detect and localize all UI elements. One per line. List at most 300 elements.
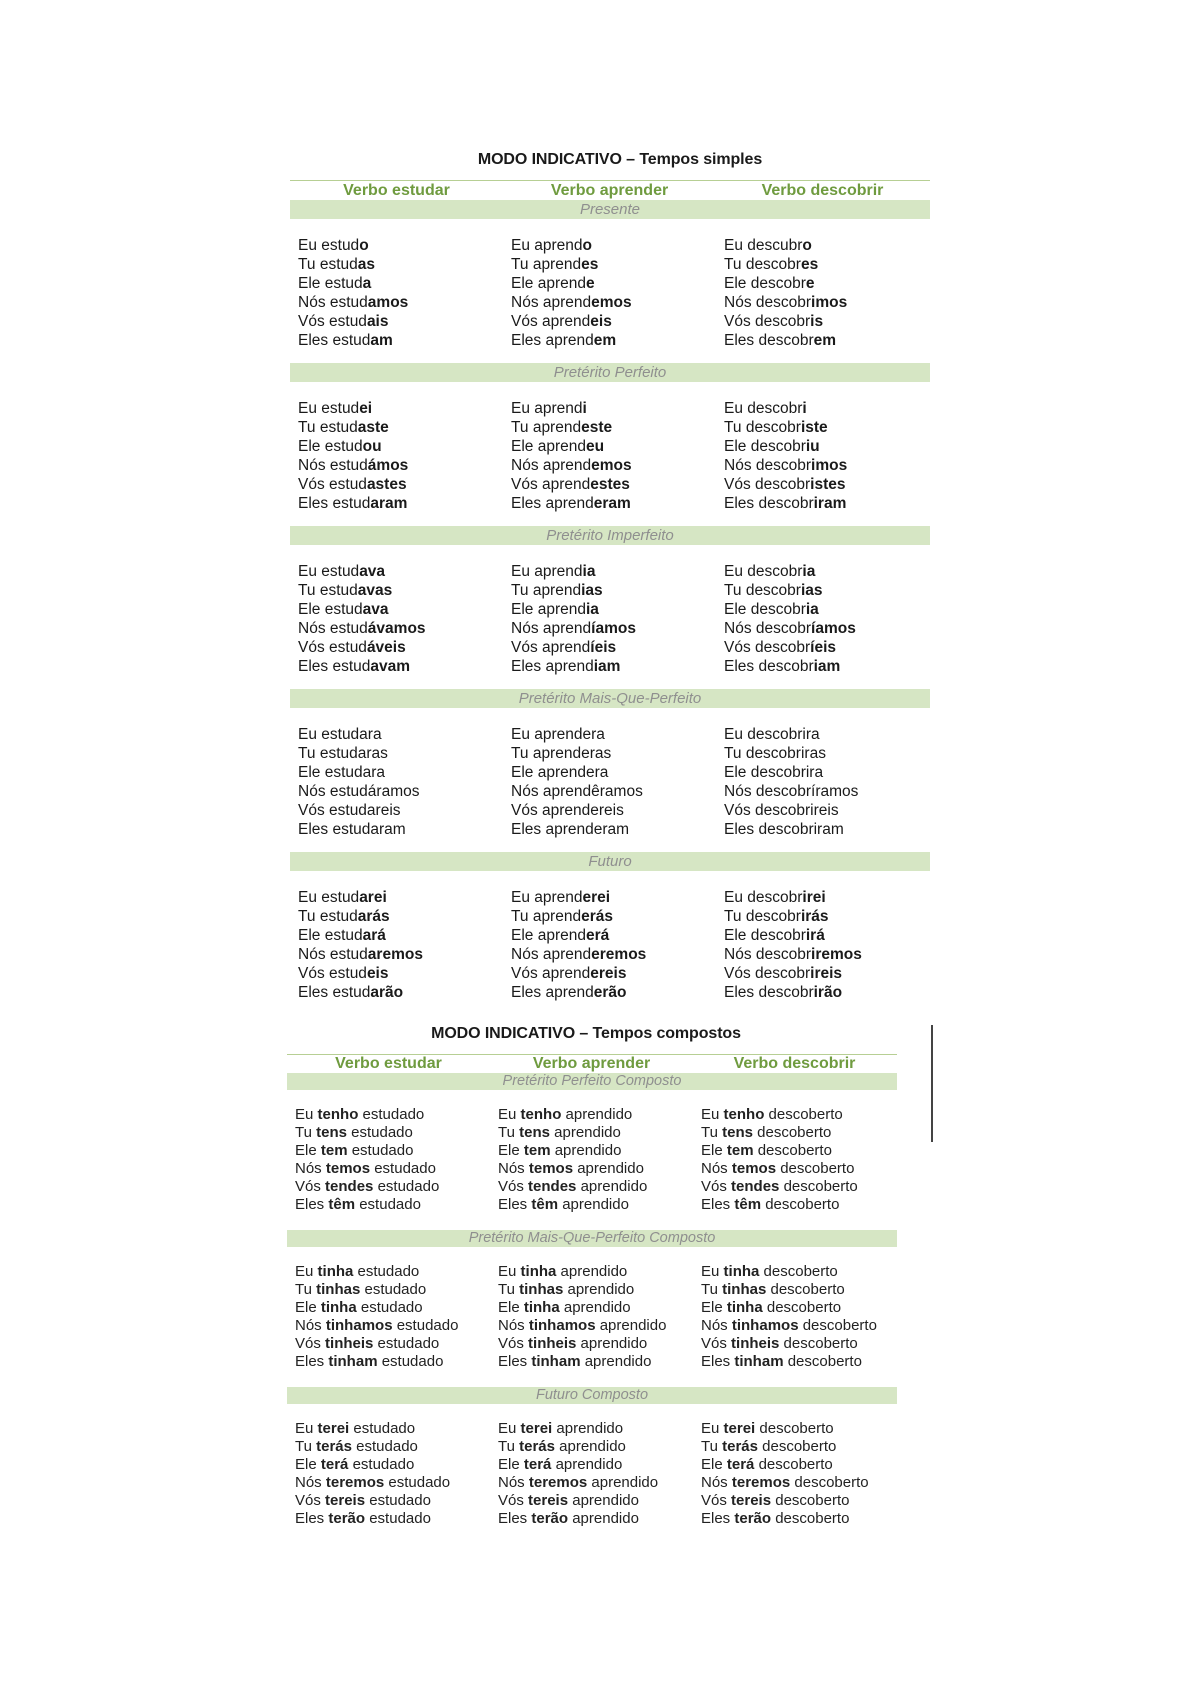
pronoun: Vós — [498, 1335, 524, 1352]
conjugation-line — [498, 1106, 693, 1124]
verb-stem: Eles descobr — [724, 332, 814, 349]
auxiliary-verb: tem — [320, 1142, 348, 1159]
conjugation-line — [511, 888, 716, 907]
auxiliary-verb: tendes — [528, 1178, 577, 1195]
conjugation-line — [298, 456, 503, 475]
participle: descoberto — [762, 1438, 837, 1455]
conjugation-line — [298, 619, 503, 638]
auxiliary-verb: tinham — [531, 1353, 581, 1370]
conjugation-line — [298, 983, 503, 1002]
pronoun: Eu — [295, 1106, 314, 1123]
verb-ending: eram — [593, 495, 631, 512]
conjugation-line — [511, 581, 716, 600]
verb-stem: Ele descobr — [724, 438, 806, 455]
auxiliary-verb: tinheis — [731, 1335, 780, 1352]
verb-stem: Eu descobr — [724, 400, 803, 417]
simple-tenses-title: MODO INDICATIVO – Tempos simples — [477, 151, 763, 168]
conjugation-line — [498, 1317, 693, 1335]
conjugation-line — [724, 744, 929, 763]
participle: descoberto — [759, 1420, 834, 1437]
auxiliary-verb: tinhas — [519, 1281, 564, 1298]
conjugation-columns — [287, 1420, 897, 1528]
compound-tenses-title: MODO INDICATIVO – Tempos compostos — [431, 1025, 741, 1042]
conjugation-line — [498, 1420, 693, 1438]
verb-stem: Tu estud — [298, 256, 358, 273]
pronoun: Nós — [701, 1160, 728, 1177]
participle: estudado — [352, 1456, 415, 1473]
conjugation-line — [511, 293, 716, 312]
pronoun: Vós — [295, 1335, 321, 1352]
verb-ending: erá — [585, 927, 610, 944]
conjugation-line — [724, 820, 929, 839]
auxiliary-verb: teremos — [325, 1474, 385, 1491]
participle: estudado — [374, 1160, 436, 1177]
verb-ending: ia — [805, 601, 819, 618]
pronoun: Vós — [701, 1335, 727, 1352]
verb-ending: avam — [370, 658, 411, 675]
auxiliary-verb: tenho — [317, 1106, 359, 1123]
verb-stem: Vós descobrireis — [724, 802, 839, 819]
conjugation-line — [498, 1353, 693, 1371]
verb-stem: Nós estud — [298, 946, 368, 963]
auxiliary-verb: tinhamos — [325, 1317, 393, 1334]
verb-stem: Nós descobr — [724, 294, 812, 311]
conjugation-line — [511, 801, 716, 820]
verb-stem: Tu aprend — [511, 419, 582, 436]
pronoun: Nós — [498, 1474, 525, 1491]
pronoun: Nós — [701, 1317, 728, 1334]
verb-ending: este — [581, 419, 613, 436]
participle: descoberto — [763, 1263, 838, 1280]
conjugation-column — [693, 1263, 896, 1371]
conjugation-line — [298, 331, 503, 350]
conjugation-column — [490, 1263, 693, 1371]
auxiliary-verb: tinhas — [722, 1281, 767, 1298]
verb-ending: eis — [590, 313, 612, 330]
verb-stem: Eles descobriram — [724, 821, 844, 838]
conjugation-line — [298, 945, 503, 964]
conjugation-line — [724, 801, 929, 820]
conjugation-line — [498, 1281, 693, 1299]
verb-ending: iu — [805, 438, 820, 455]
auxiliary-verb: tinha — [317, 1263, 354, 1280]
participle: aprendido — [559, 1438, 626, 1455]
conjugation-line — [724, 562, 929, 581]
conjugation-line — [511, 638, 716, 657]
participle: descoberto — [775, 1492, 850, 1509]
participle: estudado — [396, 1317, 459, 1334]
compound-tenses-body — [287, 1073, 897, 1528]
participle: aprendido — [580, 1335, 648, 1352]
conjugation-line — [724, 331, 929, 350]
conjugation-line — [298, 801, 503, 820]
pronoun: Eu — [701, 1420, 720, 1437]
verb-stem: Eles descobr — [724, 658, 814, 675]
participle: estudado — [364, 1281, 427, 1298]
conjugation-line — [724, 964, 929, 983]
conjugation-column — [287, 1263, 490, 1371]
pronoun: Tu — [295, 1281, 312, 1298]
conjugation-line — [701, 1299, 896, 1317]
auxiliary-verb: tem — [726, 1142, 754, 1159]
pronoun: Ele — [295, 1142, 317, 1159]
verb-stem: Nós aprend — [511, 294, 592, 311]
verb-ending: iste — [800, 419, 828, 436]
pronoun: Tu — [295, 1124, 312, 1141]
conjugation-line — [511, 945, 716, 964]
conjugation-line — [295, 1142, 490, 1160]
conjugation-line — [701, 1510, 896, 1528]
verb-stem: Eu aprendera — [511, 726, 605, 743]
verb-stem: Vós estud — [298, 476, 367, 493]
conjugation-columns — [290, 399, 930, 513]
auxiliary-verb: tinha — [726, 1299, 763, 1316]
verb-ending: emos — [591, 294, 632, 311]
pronoun: Eles — [295, 1510, 325, 1527]
pronoun: Tu — [701, 1438, 718, 1455]
participle: aprendido — [556, 1420, 624, 1437]
conjugation-column — [290, 399, 503, 513]
verb-stem: Eles estud — [298, 984, 371, 1001]
pronoun: Ele — [701, 1142, 723, 1159]
verb-stem: Vós aprendereis — [511, 802, 624, 819]
conjugation-column — [716, 399, 929, 513]
conjugation-line — [298, 274, 503, 293]
conjugation-line — [724, 418, 929, 437]
conjugation-line — [298, 782, 503, 801]
conjugation-line — [295, 1299, 490, 1317]
verb-ending: arás — [357, 908, 390, 925]
verb-stem: Tu descobriras — [724, 745, 826, 762]
participle: aprendido — [580, 1178, 648, 1195]
participle: estudado — [356, 1438, 418, 1455]
pronoun: Ele — [498, 1142, 520, 1159]
conjugation-line — [511, 312, 716, 331]
pronoun: Vós — [498, 1492, 524, 1509]
verb-ending: eremos — [591, 946, 647, 963]
pronoun: Eles — [498, 1510, 528, 1527]
conjugation-column — [290, 725, 503, 839]
participle: descoberto — [757, 1124, 832, 1141]
verb-stem: Nós estud — [298, 457, 368, 474]
participle: estudado — [359, 1196, 421, 1213]
verb-ending: o — [359, 237, 369, 254]
conjugation-line — [724, 926, 929, 945]
auxiliary-verb: tinheis — [528, 1335, 577, 1352]
participle: descoberto — [783, 1335, 858, 1352]
auxiliary-verb: teremos — [528, 1474, 588, 1491]
conjugation-line — [511, 418, 716, 437]
verb-stem: Ele estud — [298, 927, 363, 944]
conjugation-line — [511, 763, 716, 782]
verb-ending: es — [581, 256, 599, 273]
conjugation-column — [503, 562, 716, 676]
verb-ending: imos — [811, 294, 848, 311]
verb-stem: Ele estud — [298, 275, 363, 292]
conjugation-column — [503, 888, 716, 1002]
conjugation-line — [511, 600, 716, 619]
verb-stem: Eles aprend — [511, 332, 594, 349]
verb-ending: ámos — [367, 457, 409, 474]
verb-stem: Nós estud — [298, 620, 368, 637]
conjugation-line — [701, 1474, 896, 1492]
conjugation-line — [498, 1456, 693, 1474]
pronoun: Eu — [498, 1263, 517, 1280]
verb-stem: Eu descobrira — [724, 726, 820, 743]
pronoun: Eles — [295, 1196, 325, 1213]
simple-verb-headers — [290, 181, 930, 200]
verb-stem: Eles estudaram — [298, 821, 406, 838]
verb-ending: áveis — [366, 639, 406, 656]
auxiliary-verb: tenho — [520, 1106, 562, 1123]
verb-ending: íeis — [810, 639, 837, 656]
conjugation-line — [298, 437, 503, 456]
verb-header-aprender: Verbo aprender — [532, 1055, 651, 1072]
verb-ending: ávamos — [367, 620, 426, 637]
verb-stem: Tu estud — [298, 582, 358, 599]
conjugation-line — [511, 926, 716, 945]
pronoun: Vós — [295, 1492, 321, 1509]
verb-ending: e — [585, 275, 595, 292]
verb-stem: Vós aprend — [511, 965, 591, 982]
verb-stem: Tu estudaras — [298, 745, 388, 762]
auxiliary-verb: têm — [734, 1196, 762, 1213]
conjugation-line — [724, 274, 929, 293]
verb-ending: ereis — [590, 965, 627, 982]
pronoun: Ele — [701, 1299, 723, 1316]
conjugation-line — [295, 1106, 490, 1124]
verb-stem: Ele descobr — [724, 275, 806, 292]
conjugation-line — [295, 1420, 490, 1438]
auxiliary-verb: tinham — [734, 1353, 784, 1370]
verb-stem: Nós aprend — [511, 457, 592, 474]
verb-stem: Vós descobr — [724, 476, 811, 493]
conjugation-line — [295, 1124, 490, 1142]
verb-ending: eis — [366, 965, 389, 982]
participle: descoberto — [775, 1510, 850, 1527]
verb-stem: Nós estudáramos — [298, 783, 420, 800]
verb-stem: Tu aprenderas — [511, 745, 612, 762]
compound-verb-headers — [287, 1055, 897, 1073]
conjugation-line — [724, 494, 929, 513]
conjugation-line — [701, 1160, 896, 1178]
verb-ending: irá — [805, 927, 825, 944]
verb-stem: Ele aprend — [511, 601, 586, 618]
conjugation-line — [511, 562, 716, 581]
verb-ending: es — [800, 256, 819, 273]
verb-stem: Vós aprend — [511, 476, 591, 493]
auxiliary-verb: tendes — [325, 1178, 374, 1195]
verb-stem: Nós descobr — [724, 457, 812, 474]
conjugation-line — [724, 255, 929, 274]
tense-band-label: Futuro — [290, 852, 930, 871]
participle: estudado — [351, 1142, 414, 1159]
verb-ending: i — [582, 400, 587, 417]
pronoun: Nós — [498, 1317, 525, 1334]
conjugation-columns — [290, 725, 930, 839]
scrollbar-indicator[interactable] — [931, 1025, 933, 1142]
verb-ending: irão — [813, 984, 843, 1001]
conjugation-line — [295, 1353, 490, 1371]
pronoun: Vós — [701, 1492, 727, 1509]
conjugation-line — [724, 638, 929, 657]
pronoun: Tu — [498, 1281, 515, 1298]
conjugation-line — [295, 1263, 490, 1281]
verb-stem: Tu estud — [298, 908, 358, 925]
verb-ending: ou — [362, 438, 382, 455]
verb-ending: eu — [585, 438, 605, 455]
conjugation-line — [511, 236, 716, 255]
conjugation-line — [511, 255, 716, 274]
auxiliary-verb: tereis — [325, 1492, 366, 1509]
pronoun: Vós — [701, 1178, 727, 1195]
auxiliary-verb: terão — [531, 1510, 569, 1527]
conjugation-line — [298, 744, 503, 763]
verb-header-aprender: Verbo aprender — [550, 182, 669, 199]
pronoun: Vós — [498, 1178, 524, 1195]
verb-stem: Eu estud — [298, 563, 360, 580]
auxiliary-verb: terá — [726, 1456, 755, 1473]
auxiliary-verb: terão — [328, 1510, 366, 1527]
participle: aprendido — [565, 1106, 633, 1123]
verb-stem: Vós aprend — [511, 313, 591, 330]
participle: descoberto — [802, 1317, 877, 1334]
conjugation-line — [298, 418, 503, 437]
verb-stem: Eles aprenderam — [511, 821, 630, 838]
pronoun: Ele — [295, 1299, 317, 1316]
conjugation-columns — [290, 888, 930, 1002]
verb-stem: Eu aprend — [511, 237, 583, 254]
verb-stem: Eu descobr — [724, 889, 803, 906]
verb-stem: Eu estud — [298, 237, 360, 254]
conjugation-line — [701, 1438, 896, 1456]
auxiliary-verb: tinha — [520, 1263, 557, 1280]
tense-band-label: Pretérito Perfeito Composto — [287, 1073, 897, 1090]
verb-ending: is — [810, 313, 824, 330]
conjugation-line — [498, 1160, 693, 1178]
auxiliary-verb: terei — [317, 1420, 350, 1437]
verb-stem: Eles aprend — [511, 495, 594, 512]
pronoun: Eu — [701, 1263, 720, 1280]
verb-ending: em — [813, 332, 837, 349]
verb-ending: as — [357, 256, 375, 273]
verb-ending: erão — [593, 984, 627, 1001]
conjugation-line — [701, 1142, 896, 1160]
verb-stem: Nós descobríramos — [724, 783, 859, 800]
tense-band-label: Pretérito Mais-Que-Perfeito Composto — [287, 1230, 897, 1247]
verb-stem: Eles estud — [298, 658, 371, 675]
verb-stem: Eles aprend — [511, 984, 594, 1001]
pronoun: Nós — [295, 1317, 322, 1334]
conjugation-line — [298, 600, 503, 619]
conjugation-column — [716, 562, 929, 676]
conjugation-line — [298, 638, 503, 657]
verb-stem: Ele aprend — [511, 275, 586, 292]
conjugation-line — [498, 1492, 693, 1510]
conjugation-line — [511, 437, 716, 456]
conjugation-line — [724, 782, 929, 801]
tense-band-label: Pretérito Mais-Que-Perfeito — [290, 689, 930, 708]
conjugation-line — [511, 399, 716, 418]
participle: estudado — [353, 1420, 416, 1437]
pronoun: Eles — [701, 1196, 731, 1213]
participle: descoberto — [768, 1106, 843, 1123]
participle: aprendido — [554, 1124, 621, 1141]
auxiliary-verb: tens — [722, 1124, 753, 1141]
verb-stem: Vós aprend — [511, 639, 591, 656]
verb-stem: Tu descobr — [724, 419, 801, 436]
verb-ending: ia — [802, 563, 816, 580]
verb-ending: istes — [810, 476, 846, 493]
verb-ending: ava — [362, 601, 389, 618]
verb-ending: iram — [813, 495, 847, 512]
verb-stem: Nós descobr — [724, 620, 812, 637]
participle: estudado — [388, 1474, 451, 1491]
verb-stem: Eles estud — [298, 495, 371, 512]
conjugation-line — [724, 475, 929, 494]
conjugation-line — [298, 907, 503, 926]
pronoun: Tu — [701, 1281, 718, 1298]
conjugation-columns — [290, 236, 930, 350]
participle: estudado — [369, 1492, 431, 1509]
verb-stem: Ele estud — [298, 601, 363, 618]
pronoun: Eu — [295, 1420, 314, 1437]
participle: descoberto — [783, 1178, 858, 1195]
auxiliary-verb: tinha — [723, 1263, 760, 1280]
simple-tenses-section — [290, 150, 930, 1020]
verb-header-estudar: Verbo estudar — [343, 182, 450, 199]
conjugation-column — [287, 1420, 490, 1528]
pronoun: Tu — [295, 1438, 312, 1455]
verb-ending: astes — [366, 476, 407, 493]
verb-ending: ava — [359, 563, 386, 580]
verb-stem: Ele aprend — [511, 927, 586, 944]
conjugation-line — [511, 983, 716, 1002]
participle: descoberto — [780, 1160, 855, 1177]
verb-stem: Ele descobr — [724, 927, 806, 944]
verb-ending: irás — [800, 908, 829, 925]
verb-ending: erei — [582, 889, 611, 906]
conjugation-line — [701, 1353, 896, 1371]
participle: aprendido — [591, 1474, 659, 1491]
verb-ending: em — [593, 332, 617, 349]
conjugation-column — [290, 888, 503, 1002]
conjugation-line — [498, 1196, 693, 1214]
verb-ending: íeis — [590, 639, 617, 656]
participle: descoberto — [794, 1474, 869, 1491]
verb-stem: Vós estudareis — [298, 802, 401, 819]
participle: estudado — [357, 1263, 420, 1280]
conjugation-line — [295, 1474, 490, 1492]
participle: aprendido — [563, 1299, 631, 1316]
conjugation-line — [295, 1178, 490, 1196]
conjugation-line — [295, 1492, 490, 1510]
pronoun: Eu — [295, 1263, 314, 1280]
pronoun: Vós — [295, 1178, 321, 1195]
participle: aprendido — [572, 1492, 639, 1509]
auxiliary-verb: terão — [734, 1510, 772, 1527]
verb-ending: o — [802, 237, 812, 254]
conjugation-line — [298, 312, 503, 331]
verb-stem: Vós estud — [298, 313, 367, 330]
auxiliary-verb: terás — [316, 1438, 352, 1455]
verb-stem: Eu estud — [298, 889, 360, 906]
compound-tenses-section — [287, 1024, 897, 1544]
conjugation-line — [701, 1420, 896, 1438]
tense-band-label: Pretérito Imperfeito — [290, 526, 930, 545]
conjugation-column — [693, 1106, 896, 1214]
conjugation-line — [511, 494, 716, 513]
